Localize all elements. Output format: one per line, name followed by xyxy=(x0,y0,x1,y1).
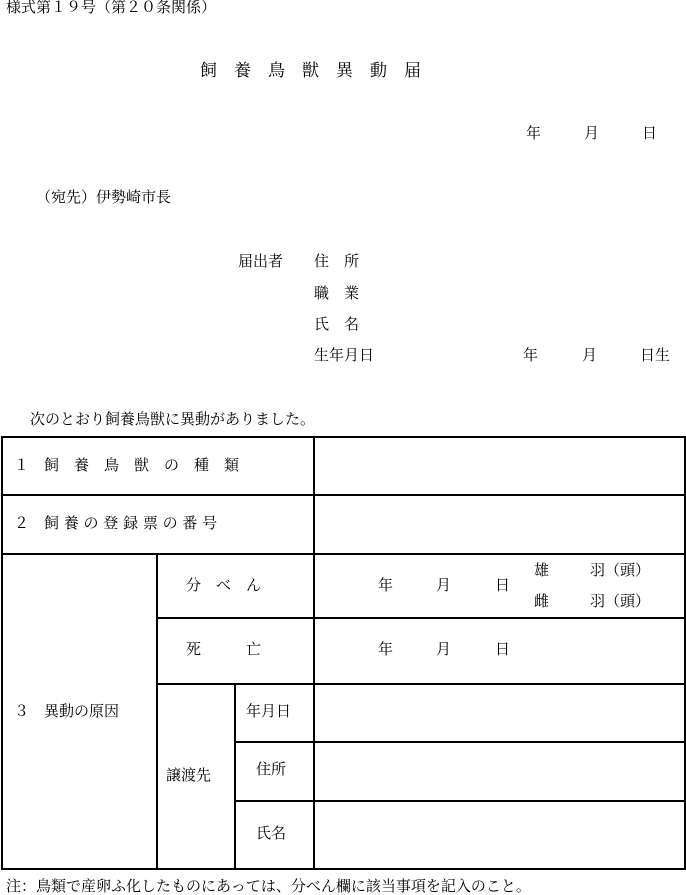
birth-day-label: 日 xyxy=(495,576,511,594)
table-rule xyxy=(1,553,686,555)
applicant-name-label: 氏 名 xyxy=(314,315,360,333)
table-rule xyxy=(234,800,686,802)
female-label: 雌 xyxy=(534,592,550,610)
applicant-birth-month: 月 xyxy=(582,346,598,364)
applicant-address-label: 住 所 xyxy=(314,252,360,270)
applicant-birth-label: 生年月日 xyxy=(314,346,375,364)
birth-month-label: 月 xyxy=(436,576,452,594)
transfer-name-label: 氏名 xyxy=(256,824,287,842)
table-rule xyxy=(156,553,158,870)
intro-text: 次のとおり飼養鳥獣に異動がありました。 xyxy=(30,410,316,428)
transfer-date-label: 年月日 xyxy=(246,702,292,720)
table-rule xyxy=(234,683,236,870)
footnote: 注：鳥類で産卵ふ化したものにあっては、分べん欄に該当事項を記入のこと。 xyxy=(6,877,531,895)
death-month-label: 月 xyxy=(436,640,452,658)
birth-year-label: 年 xyxy=(378,576,394,594)
applicant-birth-day: 日生 xyxy=(640,346,671,364)
applicant-label: 届出者 xyxy=(238,252,284,270)
date-day-label: 日 xyxy=(642,124,658,142)
table-rule xyxy=(1,494,686,496)
female-count-unit: 羽（頭） xyxy=(590,592,651,610)
document-title: 飼 養 鳥 獣 異 動 届 xyxy=(200,61,421,81)
applicant-birth-year: 年 xyxy=(523,346,539,364)
row-registration-number-label: ２ 飼 養 の 登 録 票 の 番 号 xyxy=(14,514,218,532)
date-month-label: 月 xyxy=(584,124,600,142)
birth-label: 分 べ ん xyxy=(186,576,262,594)
death-year-label: 年 xyxy=(378,640,394,658)
row-animal-type-label: １ 飼 養 鳥 獣 の 種 類 xyxy=(14,456,240,474)
applicant-occupation-label: 職 業 xyxy=(314,284,360,302)
table-rule xyxy=(156,683,686,685)
death-day-label: 日 xyxy=(495,640,511,658)
row-change-reason-label: ３ 異動の原因 xyxy=(14,702,120,720)
transfer-address-label: 住所 xyxy=(256,760,287,778)
transfer-label: 譲渡先 xyxy=(166,766,212,784)
table-rule xyxy=(313,436,315,870)
death-label: 死 亡 xyxy=(186,640,262,658)
addressee: （宛先）伊勢崎市長 xyxy=(36,188,172,206)
male-label: 雄 xyxy=(534,561,550,579)
table-rule xyxy=(234,741,686,743)
male-count-unit: 羽（頭） xyxy=(590,561,651,579)
date-year-label: 年 xyxy=(526,124,542,142)
form-number: 様式第１９号（第２０条関係） xyxy=(6,0,217,16)
table-rule xyxy=(156,617,686,619)
change-table xyxy=(1,436,686,870)
